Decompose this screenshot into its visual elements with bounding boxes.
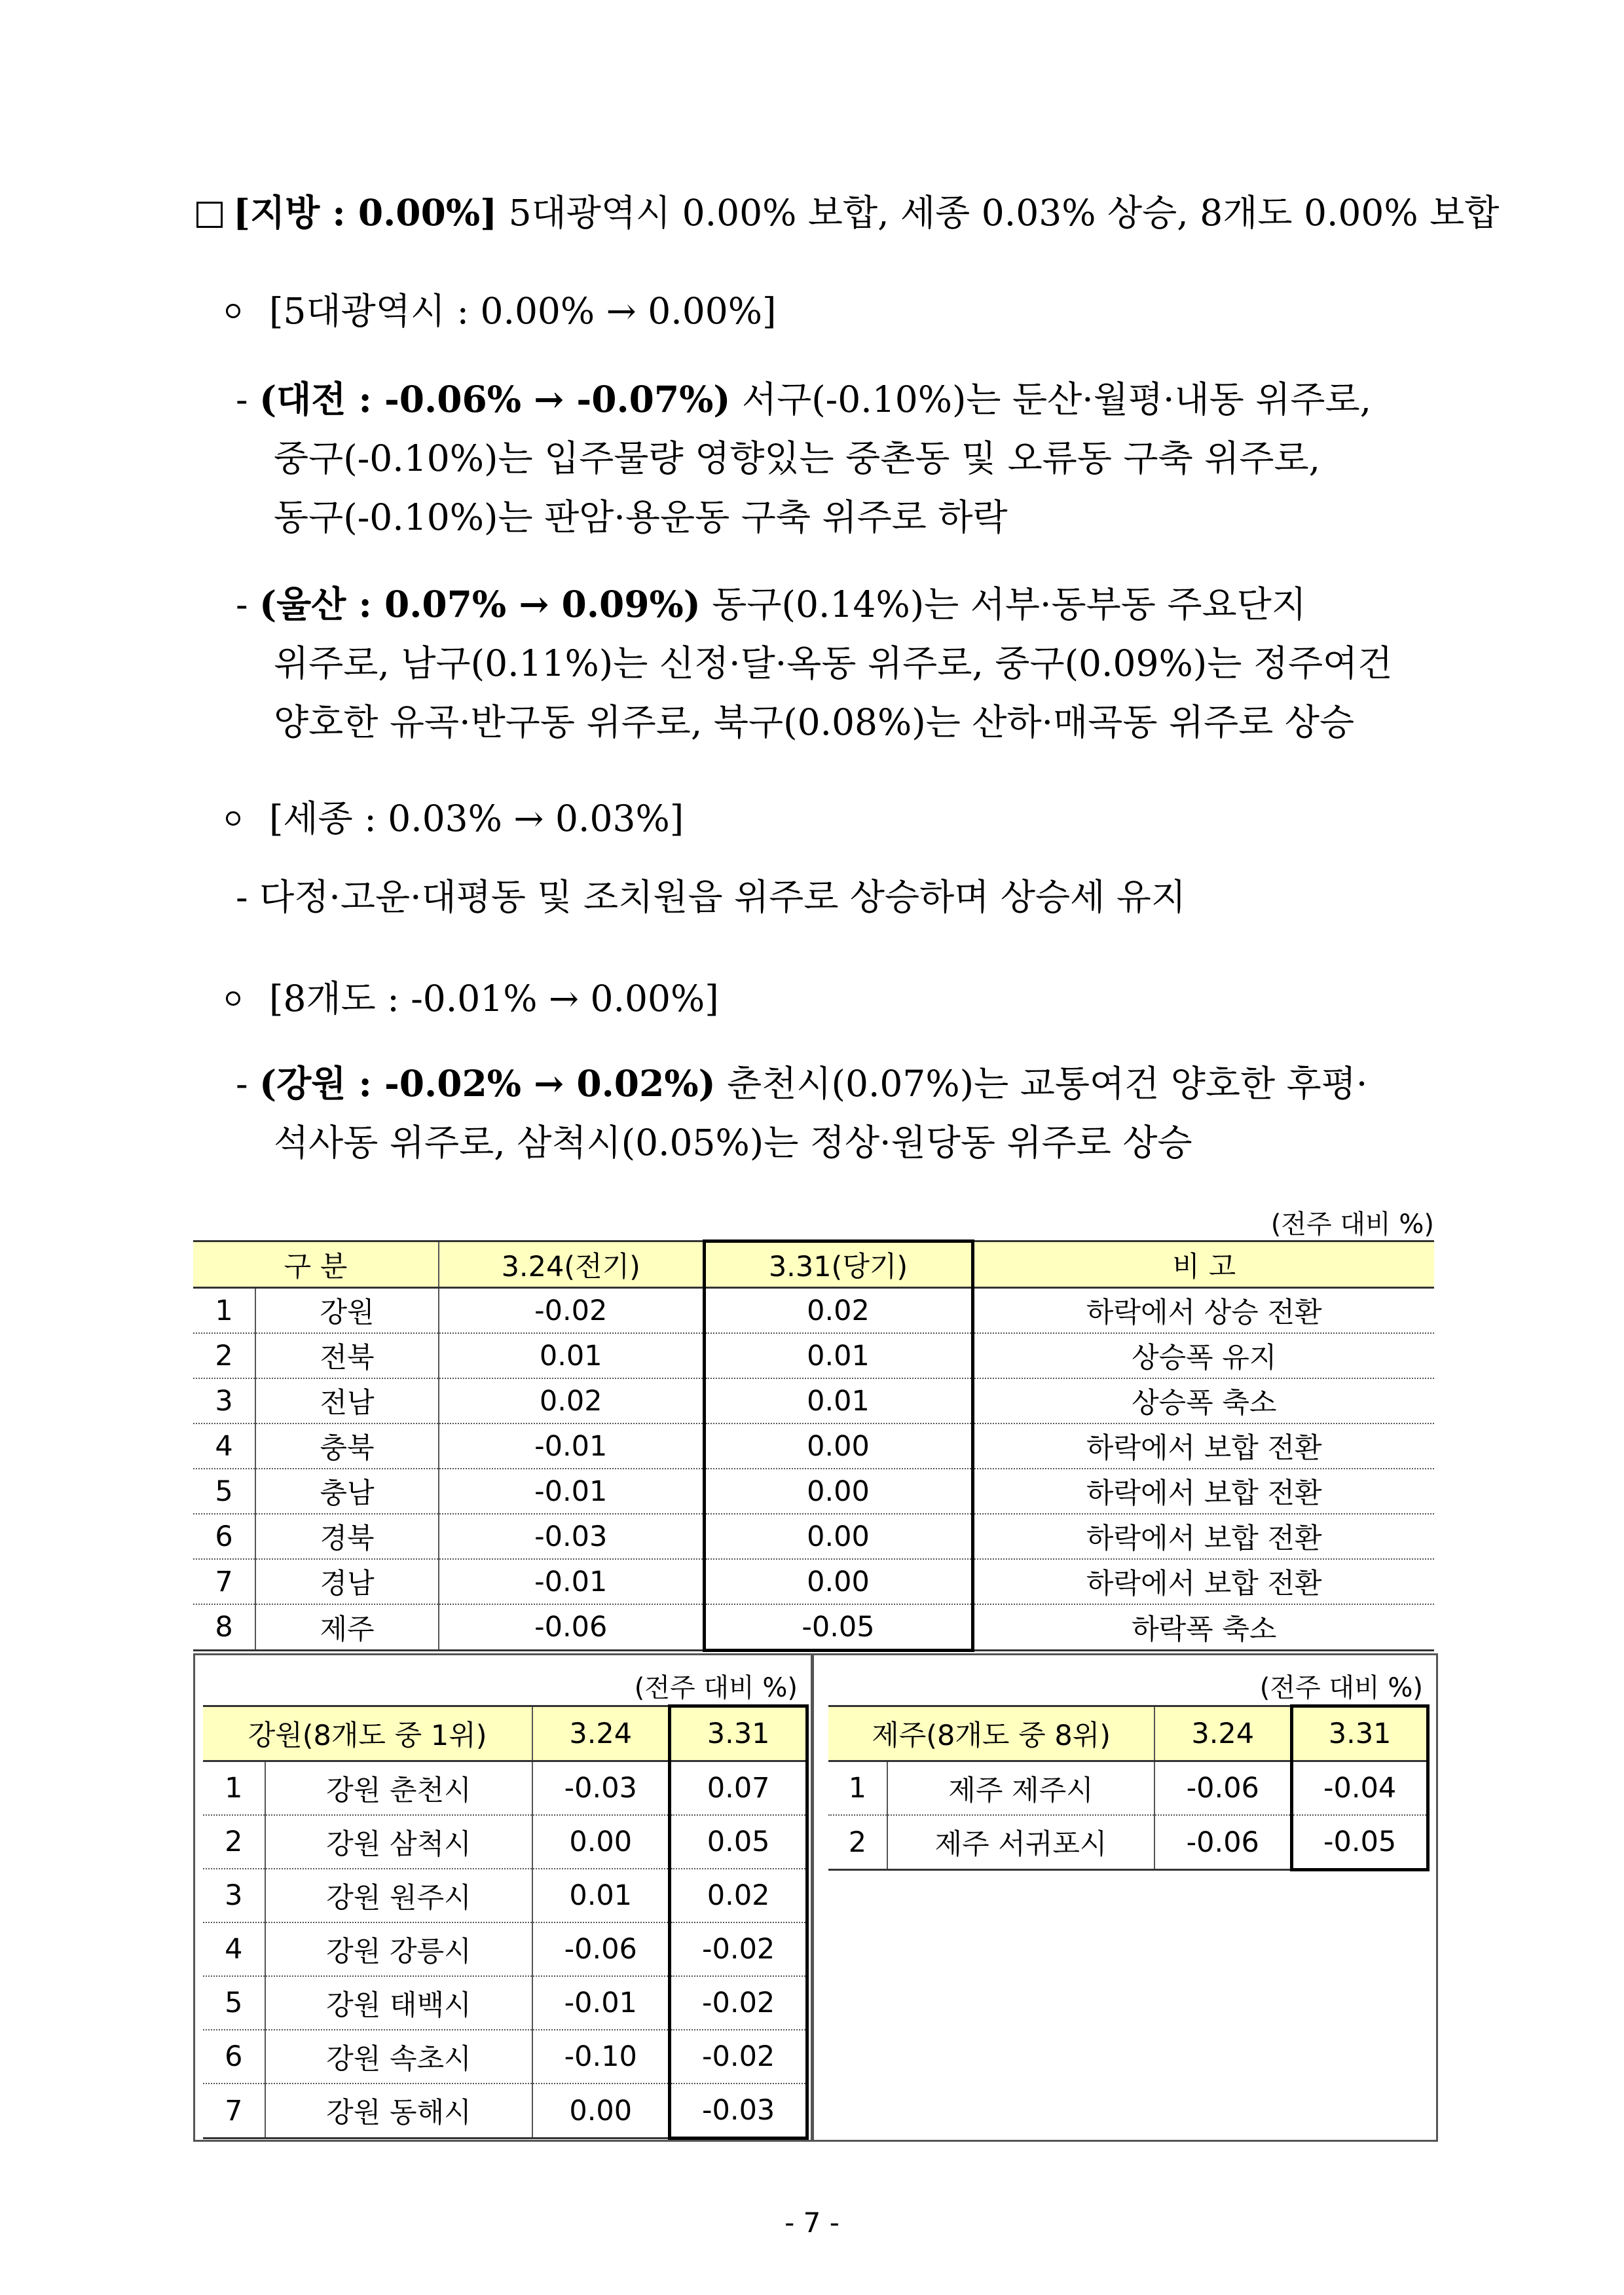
city: 강원 원주시 xyxy=(265,1869,533,1922)
header-current: 3.31 xyxy=(670,1706,807,1761)
row-number: 1 xyxy=(203,1761,265,1816)
sejong-text-1: 다정·고운·대평동 및 조치원읍 위주로 상승하며 상승세 유지 xyxy=(259,876,1187,918)
table-header-row xyxy=(193,1241,1434,1288)
city: 강원 태백시 xyxy=(265,1976,533,2030)
circle-bullet-icon xyxy=(226,811,240,826)
prev-value: -0.01 xyxy=(439,1469,704,1514)
row-number: 3 xyxy=(203,1869,265,1922)
region: 강원 xyxy=(255,1288,439,1334)
note: 하락에서 보합 전환 xyxy=(972,1423,1434,1469)
metro-heading xyxy=(226,288,776,334)
current-value: -0.04 xyxy=(1292,1761,1428,1816)
prev-value: -0.06 xyxy=(439,1604,704,1651)
region: 경북 xyxy=(255,1514,439,1559)
table-row xyxy=(193,1514,1434,1559)
city: 강원 동해시 xyxy=(265,2084,533,2139)
prev-value: 0.02 xyxy=(439,1378,704,1423)
table3-unit: (전주 대비 %) xyxy=(1259,1673,1423,1703)
table-row xyxy=(193,1469,1434,1514)
metro-heading-text: [5대광역시 : 0.00% → 0.00%] xyxy=(269,290,777,332)
daejeon-text-1: 서구(-0.10%)는 둔산·월평·내동 위주로, xyxy=(741,378,1372,420)
section-heading xyxy=(196,190,1499,236)
region: 제주 xyxy=(255,1604,439,1651)
prev-value: -0.01 xyxy=(439,1423,704,1469)
dash: - xyxy=(236,583,248,625)
section-heading-bold: [지방 : 0.00%] xyxy=(233,191,498,234)
row-number: 6 xyxy=(203,2030,265,2084)
table-row xyxy=(193,1288,1434,1334)
region: 전남 xyxy=(255,1378,439,1423)
prev-value: 0.00 xyxy=(532,1815,670,1869)
header-prev: 3.24(전기) xyxy=(439,1241,704,1288)
note: 하락에서 보합 전환 xyxy=(972,1514,1434,1559)
table-row xyxy=(193,1333,1434,1378)
current-value: -0.02 xyxy=(670,1976,807,2030)
region: 경남 xyxy=(255,1559,439,1604)
prev-value: -0.06 xyxy=(1154,1815,1292,1870)
prev-value: 0.01 xyxy=(439,1333,704,1378)
current-value: 0.00 xyxy=(704,1514,972,1559)
header-current: 3.31(당기) xyxy=(704,1241,972,1288)
ulsan-line-1 xyxy=(236,581,1306,627)
current-value: -0.02 xyxy=(670,1922,807,1976)
region: 전북 xyxy=(255,1333,439,1378)
current-value: 0.00 xyxy=(704,1423,972,1469)
prev-value: -0.01 xyxy=(439,1559,704,1604)
dash: - xyxy=(236,378,248,420)
gangwon-text-1: 춘천시(0.07%)는 교통여건 양호한 후평· xyxy=(727,1063,1368,1105)
header-category: 구 분 xyxy=(193,1241,439,1288)
prev-value: -0.06 xyxy=(1154,1761,1292,1816)
note: 상승폭 유지 xyxy=(972,1333,1434,1378)
header-note: 비 고 xyxy=(972,1241,1434,1288)
daejeon-line-3: 동구(-0.10%)는 판암·용운동 구축 위주로 하락 xyxy=(274,496,1008,538)
row-number: 1 xyxy=(193,1288,255,1334)
header-region-rank: 강원(8개도 중 1위) xyxy=(203,1706,532,1761)
prev-value: -0.03 xyxy=(439,1514,704,1559)
table-row xyxy=(203,1761,807,1816)
row-number: 4 xyxy=(193,1423,255,1469)
note: 하락에서 보합 전환 xyxy=(972,1559,1434,1604)
section-heading-text: 5대광역시 0.00% 보합, 세종 0.03% 상승, 8개도 0.00% 보합 xyxy=(508,192,1500,234)
city: 강원 강릉시 xyxy=(265,1922,533,1976)
header-current: 3.31 xyxy=(1292,1706,1428,1761)
sejong-heading-text: [세종 : 0.03% → 0.03%] xyxy=(269,798,684,839)
prev-value: 0.00 xyxy=(532,2084,670,2139)
circle-bullet-icon xyxy=(226,991,240,1006)
prev-value: 0.01 xyxy=(532,1869,670,1922)
current-value: -0.05 xyxy=(1292,1815,1428,1870)
table-row xyxy=(193,1423,1434,1469)
city: 제주 제주시 xyxy=(887,1761,1155,1816)
sejong-heading xyxy=(226,796,684,841)
table1-unit: (전주 대비 %) xyxy=(1270,1209,1434,1239)
gangwon-line-1 xyxy=(236,1061,1367,1107)
row-number: 6 xyxy=(193,1514,255,1559)
table-row xyxy=(193,1559,1434,1604)
table-row xyxy=(828,1815,1428,1870)
daejeon-bold: (대전 : -0.06% → -0.07%) xyxy=(259,378,731,420)
prev-value: -0.01 xyxy=(532,1976,670,2030)
table-header-row xyxy=(203,1706,807,1761)
table-row xyxy=(828,1761,1428,1816)
row-number: 2 xyxy=(203,1815,265,1869)
current-value: 0.00 xyxy=(704,1469,972,1514)
ulsan-line-3: 양호한 유곡·반구동 위주로, 북구(0.08%)는 산하·매곡동 위주로 상승 xyxy=(274,701,1355,743)
provinces-heading xyxy=(226,976,719,1021)
row-number: 3 xyxy=(193,1378,255,1423)
gangwon-city-table xyxy=(203,1704,809,2140)
row-number: 7 xyxy=(203,2084,265,2139)
table-header-row xyxy=(828,1706,1428,1761)
table2-unit: (전주 대비 %) xyxy=(634,1673,798,1703)
current-value: 0.01 xyxy=(704,1333,972,1378)
table-row xyxy=(203,2030,807,2084)
prev-value: -0.10 xyxy=(532,2030,670,2084)
region: 충남 xyxy=(255,1469,439,1514)
table-row xyxy=(203,1976,807,2030)
dash: - xyxy=(236,876,248,918)
sejong-line-1 xyxy=(236,874,1186,920)
note: 하락에서 보합 전환 xyxy=(972,1469,1434,1514)
province-summary-table xyxy=(193,1239,1434,1652)
gangwon-line-2: 석사동 위주로, 삼척시(0.05%)는 정상·원당동 위주로 상승 xyxy=(274,1122,1192,1164)
circle-bullet-icon xyxy=(226,304,240,318)
gangwon-detail-box xyxy=(193,1653,813,2142)
row-number: 5 xyxy=(193,1469,255,1514)
jeju-detail-box xyxy=(812,1653,1438,2142)
prev-value: -0.03 xyxy=(532,1761,670,1816)
page-number: - 7 - xyxy=(784,2207,840,2239)
square-bullet-icon xyxy=(196,202,223,228)
current-value: 0.00 xyxy=(704,1559,972,1604)
table-row xyxy=(203,1815,807,1869)
gangwon-bold: (강원 : -0.02% → 0.02%) xyxy=(259,1062,716,1105)
current-value: 0.01 xyxy=(704,1378,972,1423)
current-value: -0.02 xyxy=(670,2030,807,2084)
row-number: 5 xyxy=(203,1976,265,2030)
daejeon-line-2: 중구(-0.10%)는 입주물량 영향있는 중촌동 및 오류동 구축 위주로, xyxy=(274,437,1321,479)
prev-value: -0.06 xyxy=(532,1922,670,1976)
table-row xyxy=(203,1922,807,1976)
dash: - xyxy=(236,1063,248,1105)
current-value: 0.07 xyxy=(670,1761,807,1816)
ulsan-text-1: 동구(0.14%)는 서부·동부동 주요단지 xyxy=(712,583,1306,625)
current-value: 0.02 xyxy=(704,1288,972,1334)
jeju-city-table xyxy=(828,1704,1430,1871)
table-row xyxy=(193,1604,1434,1651)
header-region-rank: 제주(8개도 중 8위) xyxy=(828,1706,1154,1761)
note: 하락에서 상승 전환 xyxy=(972,1288,1434,1334)
current-value: -0.05 xyxy=(704,1604,972,1651)
city: 강원 삼척시 xyxy=(265,1815,533,1869)
row-number: 2 xyxy=(828,1815,887,1870)
current-value: 0.05 xyxy=(670,1815,807,1869)
row-number: 7 xyxy=(193,1559,255,1604)
city: 제주 서귀포시 xyxy=(887,1815,1155,1870)
ulsan-line-2: 위주로, 남구(0.11%)는 신정·달·옥동 위주로, 중구(0.09%)는 정주여건 xyxy=(274,642,1393,684)
provinces-heading-text: [8개도 : -0.01% → 0.00%] xyxy=(269,978,719,1019)
current-value: 0.02 xyxy=(670,1869,807,1922)
row-number: 4 xyxy=(203,1922,265,1976)
row-number: 1 xyxy=(828,1761,887,1816)
header-prev: 3.24 xyxy=(532,1706,670,1761)
note: 하락폭 축소 xyxy=(972,1604,1434,1651)
prev-value: -0.02 xyxy=(439,1288,704,1334)
row-number: 8 xyxy=(193,1604,255,1651)
current-value: -0.03 xyxy=(670,2084,807,2139)
table-row xyxy=(193,1378,1434,1423)
city: 강원 속초시 xyxy=(265,2030,533,2084)
note: 상승폭 축소 xyxy=(972,1378,1434,1423)
city: 강원 춘천시 xyxy=(265,1761,533,1816)
table-row xyxy=(203,2084,807,2139)
ulsan-bold: (울산 : 0.07% → 0.09%) xyxy=(259,583,701,625)
region: 충북 xyxy=(255,1423,439,1469)
daejeon-line-1 xyxy=(236,376,1371,422)
row-number: 2 xyxy=(193,1333,255,1378)
header-prev: 3.24 xyxy=(1154,1706,1292,1761)
table-row xyxy=(203,1869,807,1922)
